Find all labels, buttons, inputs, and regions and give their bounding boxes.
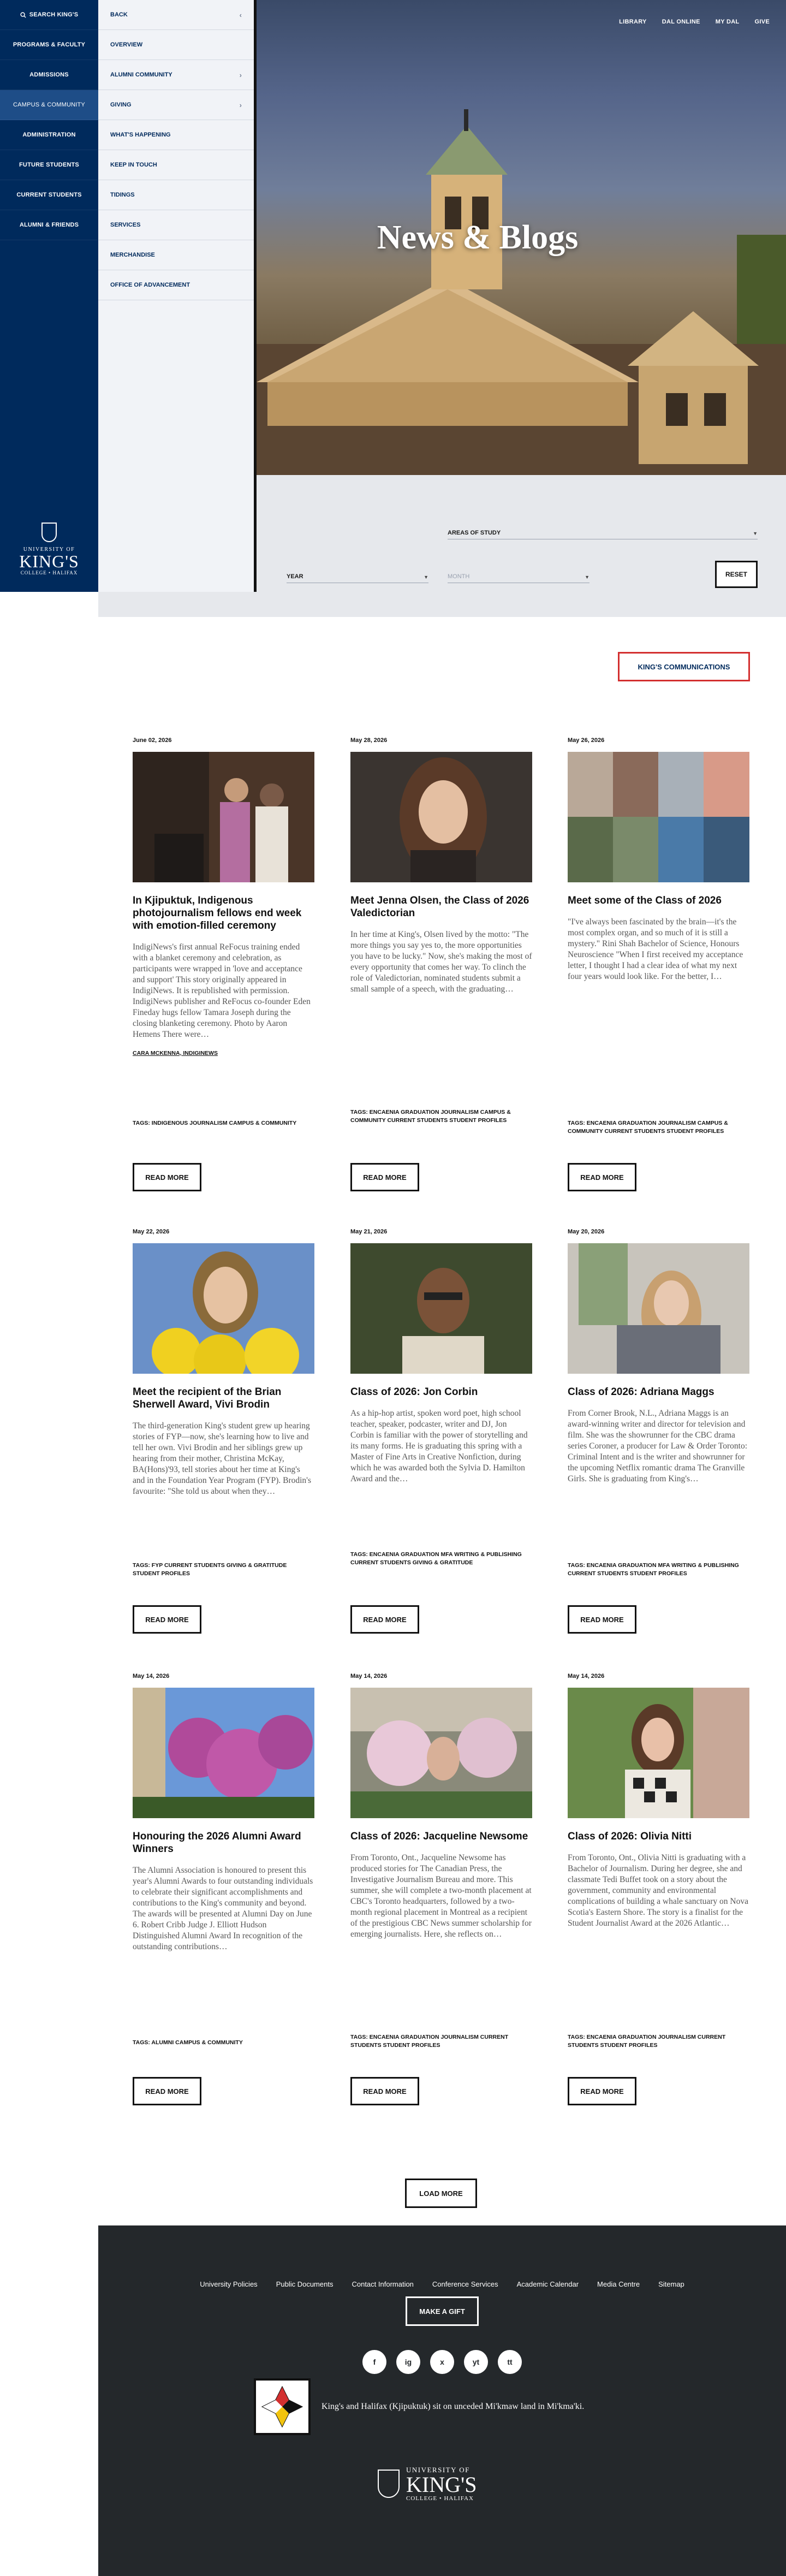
- post-excerpt: "I've always been fascinated by the brain—it's the most complex organ, and so much of it is still a mystery." Rini Shah Bachelor of Science, Honours Neuroscience "When I first received my acceptance letter, I thought I had a clear idea of what my next four years would look like. For the better, I…: [568, 917, 743, 981]
- read-more-button[interactable]: READ MORE: [133, 1605, 201, 1634]
- nav-item-admissions[interactable]: ADMISSIONS: [0, 60, 98, 90]
- search-label: SEARCH KING'S: [29, 11, 79, 18]
- post-date: May 22, 2026: [133, 1228, 170, 1235]
- site-footer: [98, 2225, 786, 2576]
- footer-link[interactable]: Conference Services: [432, 2280, 498, 2288]
- post-date: May 26, 2026: [568, 737, 605, 744]
- chevron-left-icon: ‹: [239, 10, 242, 19]
- post-title[interactable]: Class of 2026: Adriana Maggs: [568, 1386, 714, 1398]
- search-icon: [20, 12, 26, 18]
- mikmaw-star-icon: [254, 2378, 311, 2435]
- subnav-label: SERVICES: [110, 222, 141, 228]
- land-acknowledgement: [254, 2378, 584, 2435]
- nav-item-administration[interactable]: ADMINISTRATION: [0, 120, 98, 150]
- subnav-whats-happening[interactable]: [98, 120, 254, 150]
- post-card: [133, 1228, 314, 1624]
- subnav-label: GIVING: [110, 102, 132, 108]
- post-excerpt: The third-generation King's student grew up hearing stories of FYP—now, she's learning how to live and tell her own. Vivi Brodin and her siblings grew up hearing from their mother, Christina McKay, BA(Hons)'93, tell stories about her time at King's and in the Foundation Year Program (FYP). Brodin's favourite: "She told us about when they…: [133, 1421, 311, 1496]
- post-date: May 14, 2026: [568, 1673, 605, 1679]
- post-image[interactable]: [133, 1243, 314, 1374]
- post-title[interactable]: Class of 2026: Jon Corbin: [350, 1386, 478, 1398]
- post-image[interactable]: [350, 752, 532, 882]
- reset-button[interactable]: RESET: [715, 561, 758, 588]
- year-select[interactable]: [287, 569, 428, 583]
- post-excerpt: From Corner Brook, N.L., Adriana Maggs is an award-winning writer and director for television and film. She was the showrunner for the CBC drama series Coroner, a producer for Law & Order Toronto: Criminal Intent and is the writer and showrunner for the upcoming Netflix romantic drama The Granville Girls. She is graduating from King's…: [568, 1409, 747, 1483]
- subnav-services[interactable]: [98, 210, 254, 240]
- post-title[interactable]: Honouring the 2026 Alumni Award Winners: [133, 1831, 301, 1855]
- instagram-icon[interactable]: ig: [396, 2350, 420, 2374]
- post-title[interactable]: Meet Jenna Olsen, the Class of 2026 Valedictorian: [350, 895, 529, 919]
- land-acknowledgement-text: King's and Halifax (Kjipuktuk) sit on unceded Mi'kmaw land in Mi'kma'ki.: [321, 2402, 585, 2411]
- post-image[interactable]: [568, 752, 749, 882]
- subnav-label: ALUMNI COMMUNITY: [110, 72, 172, 78]
- post-card: [350, 737, 532, 1182]
- footer-link[interactable]: Public Documents: [276, 2280, 334, 2288]
- social-links: [98, 2350, 786, 2374]
- footer-logo[interactable]: [378, 2466, 509, 2502]
- chevron-right-icon: ›: [239, 100, 242, 109]
- post-card: [350, 1673, 532, 2096]
- read-more-button[interactable]: READ MORE: [568, 2077, 636, 2105]
- crest-icon: [378, 2470, 400, 2498]
- post-title[interactable]: In Kjipuktuk, Indigenous photojournalism fellows end week with emotion-filled ceremony: [133, 895, 302, 931]
- post-tags[interactable]: TAGS: ENCAENIA GRADUATION MFA WRITING & PUBLISHING CURRENT STUDENTS STUDENT PROFILES: [568, 1562, 739, 1577]
- post-card: [133, 1673, 314, 2096]
- post-image[interactable]: [568, 1688, 749, 1818]
- subnav-overview[interactable]: [98, 30, 254, 60]
- page-title: News & Blogs: [377, 219, 579, 256]
- secondary-nav: [98, 0, 257, 592]
- post-card: [350, 1228, 532, 1624]
- post-tags[interactable]: TAGS: ENCAENIA GRADUATION MFA WRITING & PUBLISHING CURRENT STUDENTS GIVING & GRATITUDE: [350, 1551, 522, 1566]
- caret-down-icon: ▼: [753, 531, 758, 536]
- util-dal-online-link[interactable]: DAL ONLINE: [662, 19, 700, 25]
- logo-line-1: UNIVERSITY OF: [23, 547, 75, 553]
- post-excerpt: From Toronto, Ont., Jacqueline Newsome has produced stories for The Canadian Press, the Investigative Journalism Bureau and more. This summer, she will complete a two-month placement at CBC's Toronto headquarters, followed by a two-month regional placement in Montreal as a recipient of the prestigious CBC News summer scholarship for emerging journalists. Here, she reflects on…: [350, 1853, 532, 1939]
- post-title[interactable]: Class of 2026: Jacqueline Newsome: [350, 1831, 528, 1842]
- post-date: May 21, 2026: [350, 1228, 388, 1235]
- subnav-keep-in-touch[interactable]: [98, 150, 254, 180]
- subnav-label: MERCHANDISE: [110, 252, 155, 258]
- post-tags[interactable]: TAGS: ENCAENIA GRADUATION JOURNALISM CURRENT STUDENTS STUDENT PROFILES: [350, 2034, 509, 2049]
- post-card: [568, 737, 749, 1182]
- util-library-link[interactable]: LIBRARY: [619, 19, 647, 25]
- post-tags[interactable]: TAGS: ENCAENIA GRADUATION JOURNALISM CAMPUS & COMMUNITY CURRENT STUDENTS STUDENT PROFILES: [568, 1120, 728, 1135]
- post-excerpt: From Toronto, Ont., Olivia Nitti is graduating with a Bachelor of Journalism. During her degree, she and classmate Tedi Buffet took on a story about the government, community and environmental complications of building a whale sanctuary on Nova Scotia's Eastern Shore. The story is a finalist for the Student Journalist Award at the 2026 Atlantic…: [568, 1853, 749, 1928]
- read-more-button[interactable]: READ MORE: [568, 1605, 636, 1634]
- post-tags[interactable]: TAGS: ALUMNI CAMPUS & COMMUNITY: [133, 2039, 243, 2046]
- footer-link[interactable]: Academic Calendar: [516, 2280, 579, 2288]
- logo-line-3: COLLEGE • HALIFAX: [20, 570, 78, 575]
- subnav-back[interactable]: [98, 0, 254, 30]
- post-image[interactable]: [133, 752, 314, 882]
- post-image[interactable]: [568, 1243, 749, 1374]
- footer-link[interactable]: University Policies: [200, 2280, 258, 2288]
- post-author-link[interactable]: CARA MCKENNA, INDIGINEWS: [133, 1050, 218, 1056]
- caret-down-icon: ▼: [424, 574, 428, 580]
- youtube-icon[interactable]: yt: [464, 2350, 488, 2374]
- read-more-button[interactable]: READ MORE: [350, 1163, 419, 1191]
- post-tags[interactable]: TAGS: ENCAENIA GRADUATION JOURNALISM CAMPUS & COMMUNITY CURRENT STUDENTS STUDENT PROFILES: [350, 1109, 511, 1124]
- post-image[interactable]: [350, 1688, 532, 1818]
- post-excerpt: IndigiNews's first annual ReFocus training ended with a blanket ceremony and celebration, as participants were wrapped in 'love and acceptance and support' This story originally appeared in IndigiNews. It is republished with permission. IndigiNews publisher and ReFocus co-founder Eden Fineday hugs fellow Tamara Joseph during the closing blanketing ceremony. Photo by Aaron Hemens There were…: [133, 942, 311, 1039]
- x-icon[interactable]: x: [430, 2350, 454, 2374]
- subnav-tidings[interactable]: [98, 180, 254, 210]
- subnav-alumni-community[interactable]: [98, 60, 254, 90]
- post-title[interactable]: Class of 2026: Olivia Nitti: [568, 1831, 692, 1842]
- utility-nav: [619, 19, 770, 25]
- nav-item-programs[interactable]: PROGRAMS & FACULTY: [0, 30, 98, 60]
- post-title[interactable]: Meet some of the Class of 2026: [568, 895, 722, 906]
- areas-label: AREAS OF STUDY: [448, 530, 501, 536]
- post-image[interactable]: [350, 1243, 532, 1374]
- subnav-giving[interactable]: [98, 90, 254, 120]
- subnav-label: TIDINGS: [110, 192, 135, 198]
- subnav-office-advancement[interactable]: [98, 270, 254, 300]
- post-excerpt: As a hip-hop artist, spoken word poet, high school teacher, speaker, podcaster, writer and DJ, Jon Corbin is familiar with the power of storytelling and its many forms. He is graduating this spring with a Master of Fine Arts in Creative Nonfiction, during which he was awarded both the Sylvia D. Hamilton Award and the…: [350, 1409, 528, 1483]
- util-my-dal-link[interactable]: MY DAL: [715, 19, 740, 25]
- tiktok-icon[interactable]: tt: [498, 2350, 522, 2374]
- year-label: YEAR: [287, 573, 303, 580]
- subnav-label: WHAT'S HAPPENING: [110, 132, 171, 138]
- post-tags[interactable]: TAGS: FYP CURRENT STUDENTS GIVING & GRATITUDE STUDENT PROFILES: [133, 1562, 287, 1577]
- post-image[interactable]: [133, 1688, 314, 1818]
- read-more-button[interactable]: READ MORE: [133, 2077, 201, 2105]
- nav-item-alumni[interactable]: ALUMNI & FRIENDS: [0, 210, 98, 240]
- logo-line-2: KING'S: [406, 2472, 477, 2497]
- footer-links: [98, 2280, 786, 2288]
- areas-of-study-select[interactable]: [448, 525, 758, 539]
- post-card: [133, 737, 314, 1182]
- util-give-link[interactable]: GIVE: [754, 19, 770, 25]
- post-excerpt: In her time at King's, Olsen lived by the motto: "The more things you say yes to, the more opportunities you have to be lucky." Now, she's making the most of every opportunity that comes her way. To clinch the role of Valedictorian, nominated students submit a small sample of a speech, with the graduating…: [350, 930, 532, 994]
- subnav-merchandise[interactable]: [98, 240, 254, 270]
- footer-link[interactable]: Contact Information: [352, 2280, 414, 2288]
- nav-item-current-students[interactable]: CURRENT STUDENTS: [0, 180, 98, 210]
- logo-line-1: UNIVERSITY OF: [406, 2466, 470, 2474]
- post-card: [568, 1673, 749, 2096]
- post-tags[interactable]: TAGS: INDIGENOUS JOURNALISM CAMPUS & COMMUNITY: [133, 1120, 297, 1126]
- month-placeholder: MONTH: [448, 573, 470, 580]
- post-date: May 14, 2026: [133, 1673, 170, 1679]
- kings-communications-button[interactable]: KING'S COMMUNICATIONS: [618, 652, 750, 681]
- footer-link[interactable]: Media Centre: [597, 2280, 640, 2288]
- subnav-label: OVERVIEW: [110, 41, 143, 48]
- nav-item-future-students[interactable]: FUTURE STUDENTS: [0, 150, 98, 180]
- subnav-label: OFFICE OF ADVANCEMENT: [110, 282, 190, 288]
- read-more-button[interactable]: READ MORE: [350, 1605, 419, 1634]
- kings-logo[interactable]: [0, 523, 98, 575]
- footer-link[interactable]: Sitemap: [658, 2280, 684, 2288]
- crest-icon: [41, 523, 57, 542]
- make-a-gift-button[interactable]: MAKE A GIFT: [406, 2296, 479, 2326]
- post-date: May 28, 2026: [350, 737, 388, 744]
- month-select[interactable]: [448, 569, 590, 583]
- read-more-button[interactable]: READ MORE: [568, 1163, 636, 1191]
- load-more-button[interactable]: LOAD MORE: [405, 2179, 477, 2208]
- subnav-label: BACK: [110, 11, 128, 18]
- search-button[interactable]: [0, 0, 98, 30]
- primary-nav: [0, 0, 98, 592]
- chevron-right-icon: ›: [239, 70, 242, 79]
- logo-line-2: KING'S: [19, 551, 79, 571]
- post-tags[interactable]: TAGS: ENCAENIA GRADUATION JOURNALISM CURRENT STUDENTS STUDENT PROFILES: [568, 2034, 726, 2049]
- post-excerpt: The Alumni Association is honoured to present this year's Alumni Awards to four outstanding individuals to celebrate their significant accomplishments and contributions to the King's community and beyond. The awards will be presented at Alumni Day on June 6. Robert Cribb Judge J. Elliott Hudson Distinguished Alumni Award In recognition of the outstanding contributions…: [133, 1866, 313, 1951]
- logo-line-3: COLLEGE • HALIFAX: [406, 2495, 474, 2502]
- post-card: [568, 1228, 749, 1624]
- post-date: June 02, 2026: [133, 737, 172, 744]
- facebook-icon[interactable]: f: [362, 2350, 386, 2374]
- post-date: May 20, 2026: [568, 1228, 605, 1235]
- post-date: May 14, 2026: [350, 1673, 388, 1679]
- caret-down-icon: ▼: [585, 574, 590, 580]
- read-more-button[interactable]: READ MORE: [133, 1163, 201, 1191]
- subnav-label: KEEP IN TOUCH: [110, 162, 157, 168]
- read-more-button[interactable]: READ MORE: [350, 2077, 419, 2105]
- post-title[interactable]: Meet the recipient of the Brian Sherwell Award, Vivi Brodin: [133, 1386, 282, 1410]
- nav-item-campus[interactable]: CAMPUS & COMMUNITY: [0, 90, 98, 120]
- hero-building-image: [257, 109, 786, 475]
